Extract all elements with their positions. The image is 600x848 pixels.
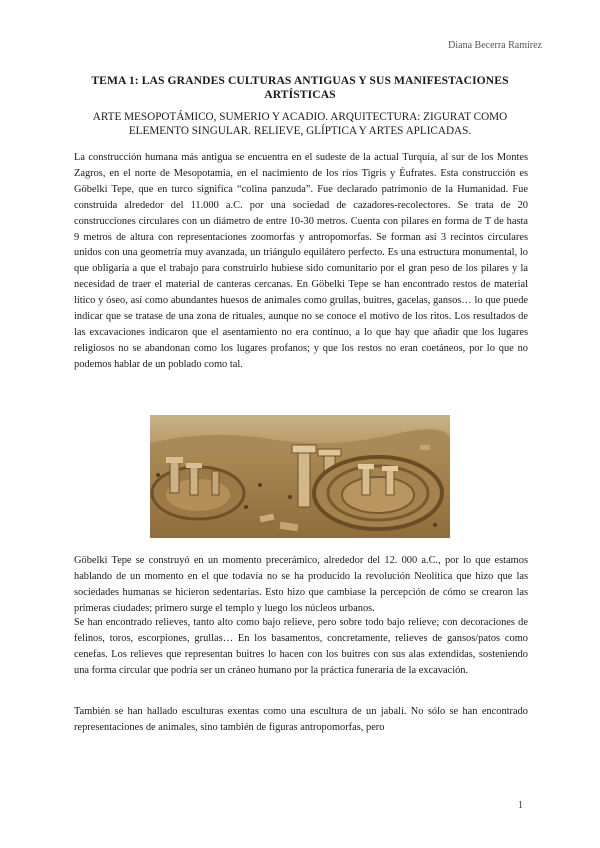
page-number: 1 (518, 800, 523, 811)
paragraph-4: También se han hallado esculturas exentas como una escultura de un jabalí. No sólo se han encontrado representaciones de animales, sino también de figuras antropomorfas, pero (74, 706, 528, 733)
paragraph-1: La construcción humana más antigua se encuentra en el sudeste de la actual Turquía, al sur de los Montes Zagros, en el norte de Mesopotamia, en el nacimiento de los ríos Tigris y Éufrates. Esta construcción es Göbelki Tepe, que en turco significa “colina panzuda”. Fue declarado patrimonio de la Humanidad. Fue construida alrededor del 11.000 a.C. por una sociedad de cazadores-recolectores. Se trata de 20 construcciones circulares con un diámetro de entre 10-30 metros. Cuenta con pilares en forma de T de hasta 9 metros de altura con representaciones zoomorfas y antropomorfas. Se forman así 3 recintos circulares unidos con una geometría muy avanzada, un triángulo equilátero perfecto. Es una estructura monumental, lo que obligaría a que el trabajo para construirlo hubiese sido comunitario por el gran peso de los pilares y la necesidad de traer el material de canteras cercanas. En Göbelki Tepe se han encontrado restos de material lítico y óseo, así como abundantes huesos de animales como grullas, buitres, gacelas, gansos… lo que puede indicar que se tratase de una zona de rituales, aunque no se conoce el motivo de los ritos. Los resultados de las excavaciones indicaron que el asentamiento no era continuo, a lo que hay que añadir que los lugares religiosos no se abandonan como los lugares profanos; y que los restos no eran coetáneos, por lo que no podemos hablar de un poblado como tal. (74, 152, 528, 370)
gobekli-tepe-illustration (150, 415, 450, 538)
paragraph-3: Se han encontrado relieves, tanto alto como bajo relieve, pero sobre todo bajo relieve; con decoraciones de felinos, toros, escorpiones, grullas… En los basamentos, concretamente, relieves de gansos/patos como cenefas. Los relieves que representan buitres lo hacen con los buitres con sus alas extendidas, sosteniendo una forma circular que podría ser un cráneo humano por la práctica funeraria de la excavación. (74, 617, 528, 676)
paragraph-2: Göbelki Tepe se construyó en un momento precerámico, alrededor del 12. 000 a.C., por lo que estamos hablando de un momento en el que todavía no se ha producido la revolución Neolítica que hizo que las sociedades humanas se hicieron sedentarias. Esto hizo que cambiase la percepción de cómo se crearon las primeras ciudades; primero surge el templo y luego los núcleos urbanos. (74, 555, 528, 614)
document-title: TEMA 1: LAS GRANDES CULTURAS ANTIGUAS Y SUS MANIFESTACIONES ARTÍSTICAS (91, 74, 509, 101)
document-subtitle: ARTE MESOPOTÁMICO, SUMERIO Y ACADIO. ARQUITECTURA: ZIGURAT COMO ELEMENTO SINGULAR. RELIEVE, GLÍPTICA Y ARTES APLICADAS. (92, 111, 508, 137)
header-author: Diana Becerra Ramírez (448, 40, 542, 51)
